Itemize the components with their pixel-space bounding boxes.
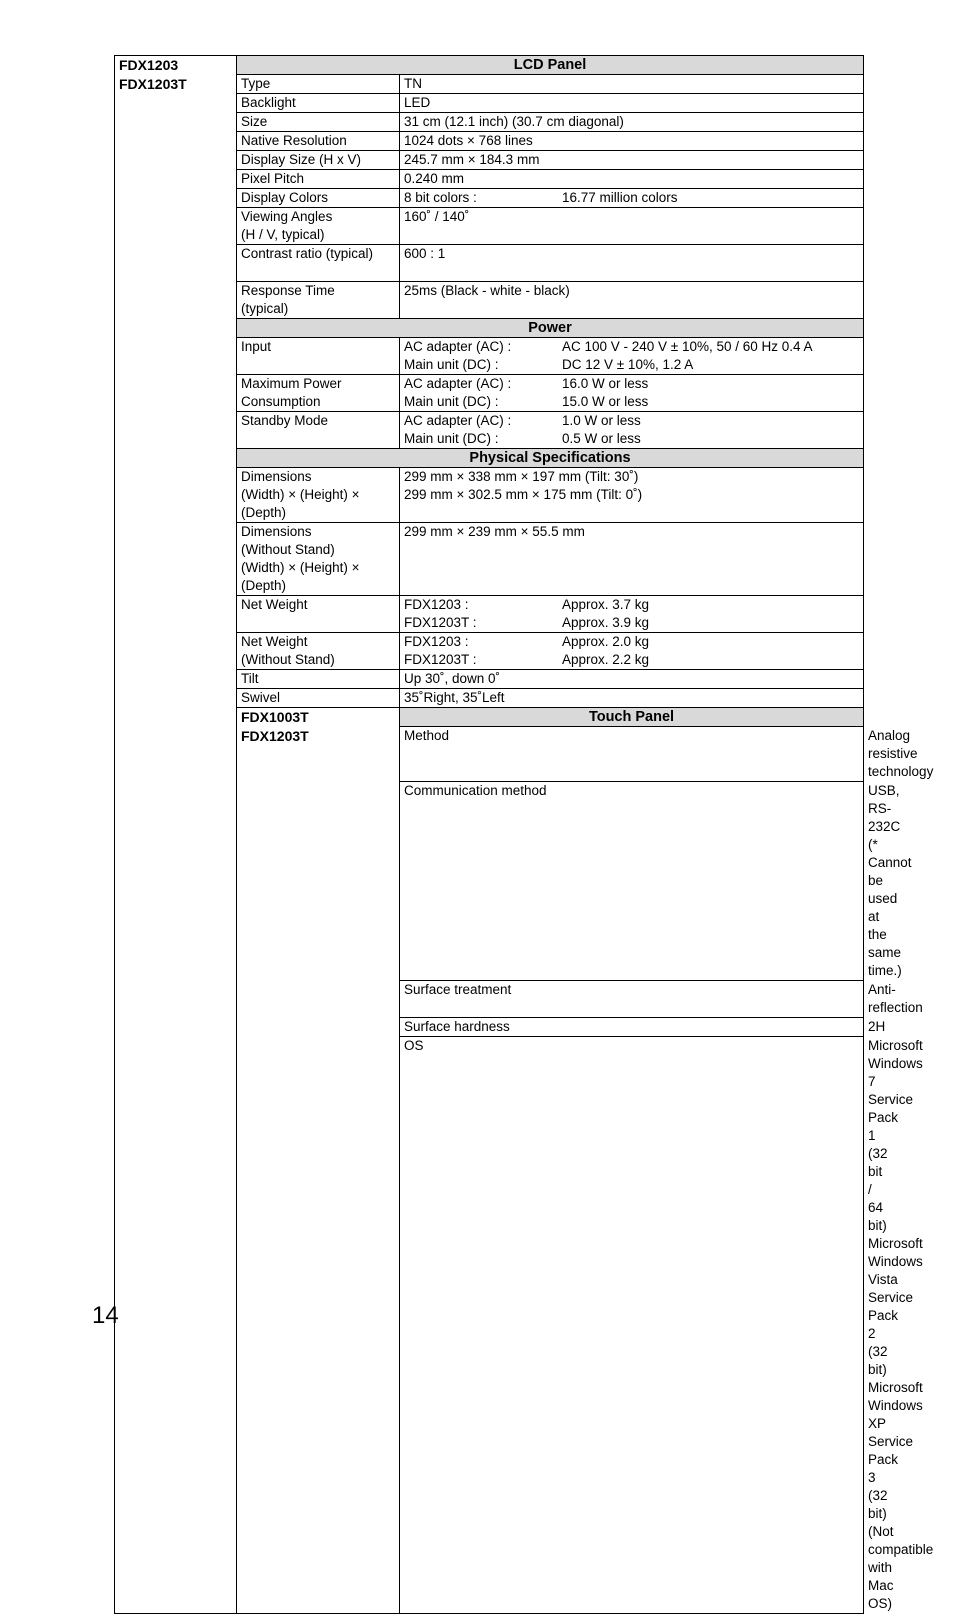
spec-label: Native Resolution [237, 132, 400, 151]
spec-label [237, 282, 400, 319]
spec-key: FDX1203T : [404, 652, 477, 667]
physical-specs-header: Physical Specifications [237, 449, 864, 468]
spec-value [400, 596, 864, 633]
spec-value: TN [400, 75, 864, 94]
spec-key: AC adapter (AC) : [404, 376, 512, 391]
spec-label-line: Dimensions [241, 524, 312, 539]
spec-value [400, 468, 864, 523]
spec-label [237, 375, 400, 412]
spec-row-surface-treatment: Surface treatment Anti-reflection [115, 981, 864, 1018]
spec-value: 31 cm (12.1 inch) (30.7 cm diagonal) [400, 113, 864, 132]
spec-label-line: Maximum Power [241, 376, 342, 391]
spec-label: Pixel Pitch [237, 170, 400, 189]
spec-subvalue: 16.77 million colors [562, 190, 678, 205]
spec-label: Type [237, 75, 400, 94]
spec-key: Main unit (DC) : [404, 357, 499, 372]
model-name: FDX1203T [241, 728, 309, 744]
spec-subvalue: 1.0 W or less [562, 413, 641, 428]
spec-row-os: OS Microsoft Windows 7 Service Pack 1 (32 bit / 64 bit) Microsoft Windows Vista Service Pack 2 (32 bit) Microsoft Windows XP Service Pack 3 (32 bit) (Not compatible with Mac OS) [115, 1037, 864, 1614]
spec-key: FDX1203T : [404, 615, 477, 630]
spec-value [400, 189, 864, 208]
spec-value: 0.240 mm [400, 170, 864, 189]
touch-panel-header: Touch Panel [400, 708, 864, 727]
spec-label: Method [400, 727, 864, 782]
spec-subvalue: DC 12 V ± 10%, 1.2 A [562, 357, 694, 372]
spec-value [400, 412, 864, 449]
spec-key: AC adapter (AC) : [404, 339, 512, 354]
spec-label: Input [237, 338, 400, 375]
spec-label [237, 523, 400, 596]
spec-label: Display Size (H x V) [237, 151, 400, 170]
spec-subvalue: Approx. 2.2 kg [562, 652, 650, 667]
spec-subvalue: 16.0 W or less [562, 376, 649, 391]
spec-value-line: 299 mm × 338 mm × 197 mm (Tilt: 30˚) [404, 469, 639, 484]
spec-label-line: (Without Stand) [241, 652, 335, 667]
spec-value: 600 : 1 [400, 245, 864, 282]
model-group-2 [237, 708, 400, 1614]
spec-value: 25ms (Black - white - black) [400, 282, 864, 319]
spec-label-line: Net Weight [241, 634, 308, 649]
spec-key: FDX1203 : [404, 597, 469, 612]
spec-label-line: (Depth) [241, 578, 287, 593]
spec-value: Up 30˚, down 0˚ [400, 670, 864, 689]
model-group-1 [115, 56, 237, 1614]
spec-label: Communication method [400, 782, 864, 981]
spec-label: Swivel [237, 689, 400, 708]
spec-row-communication: Communication method USB, RS-232C (* Cannot be used at the same time.) [115, 782, 864, 981]
lcd-section-row [115, 56, 864, 75]
spec-label [237, 208, 400, 245]
spec-value [400, 375, 864, 412]
spec-subvalue: AC 100 V - 240 V ± 10%, 50 / 60 Hz 0.4 A [562, 339, 813, 354]
spec-key: AC adapter (AC) : [404, 413, 512, 428]
spec-label: Display Colors [237, 189, 400, 208]
spec-value-line: 299 mm × 302.5 mm × 175 mm (Tilt: 0˚) [404, 487, 643, 502]
spec-label: Surface treatment [400, 981, 864, 1018]
spec-subvalue: Approx. 3.9 kg [562, 615, 650, 630]
spec-row-surface-hardness: Surface hardness 2H [115, 1018, 864, 1037]
spec-label: Contrast ratio (typical) [237, 245, 400, 282]
model-name: FDX1003T [241, 709, 309, 725]
spec-value: 245.7 mm × 184.3 mm [400, 151, 864, 170]
spec-label-line: Response Time [241, 283, 335, 298]
spec-label: OS [400, 1037, 864, 1614]
lcd-panel-header: LCD Panel [237, 56, 864, 75]
spec-value: 160˚ / 140˚ [400, 208, 864, 245]
power-header: Power [237, 319, 864, 338]
spec-label-line: (H / V, typical) [241, 227, 325, 242]
spec-label-line: Consumption [241, 394, 321, 409]
spec-label: Tilt [237, 670, 400, 689]
spec-key: 8 bit colors : [404, 190, 477, 205]
spec-value: 299 mm × 239 mm × 55.5 mm [400, 523, 864, 596]
page-number: 14 [92, 1302, 119, 1329]
spec-label-line: Dimensions [241, 469, 312, 484]
spec-key: Main unit (DC) : [404, 431, 499, 446]
spec-label [237, 633, 400, 670]
spec-subvalue: 15.0 W or less [562, 394, 649, 409]
model-name: FDX1203 [119, 57, 179, 73]
spec-label-line: (Width) × (Height) × [241, 560, 360, 575]
spec-value [400, 338, 864, 375]
spec-table [114, 55, 934, 1614]
spec-subvalue: 0.5 W or less [562, 431, 641, 446]
spec-label-line: (typical) [241, 301, 289, 316]
spec-label-line: (Without Stand) [241, 542, 335, 557]
spec-label: Surface hardness [400, 1018, 864, 1037]
model-name: FDX1203T [119, 76, 187, 92]
spec-subvalue: Approx. 2.0 kg [562, 634, 650, 649]
spec-value: 35˚Right, 35˚Left [400, 689, 864, 708]
spec-label-line: (Depth) [241, 505, 287, 520]
spec-label: Size [237, 113, 400, 132]
spec-label [237, 468, 400, 523]
spec-value: LED [400, 94, 864, 113]
spec-label: Backlight [237, 94, 400, 113]
spec-subvalue: Approx. 3.7 kg [562, 597, 650, 612]
spec-label: Net Weight [237, 596, 400, 633]
spec-key: FDX1203 : [404, 634, 469, 649]
spec-value: 1024 dots × 768 lines [400, 132, 864, 151]
spec-label-line: (Width) × (Height) × [241, 487, 360, 502]
spec-label: Standby Mode [237, 412, 400, 449]
spec-row-method: Method Analog resistive technology [115, 727, 864, 782]
spec-key: Main unit (DC) : [404, 394, 499, 409]
spec-value [400, 633, 864, 670]
spec-label-line: Viewing Angles [241, 209, 333, 224]
